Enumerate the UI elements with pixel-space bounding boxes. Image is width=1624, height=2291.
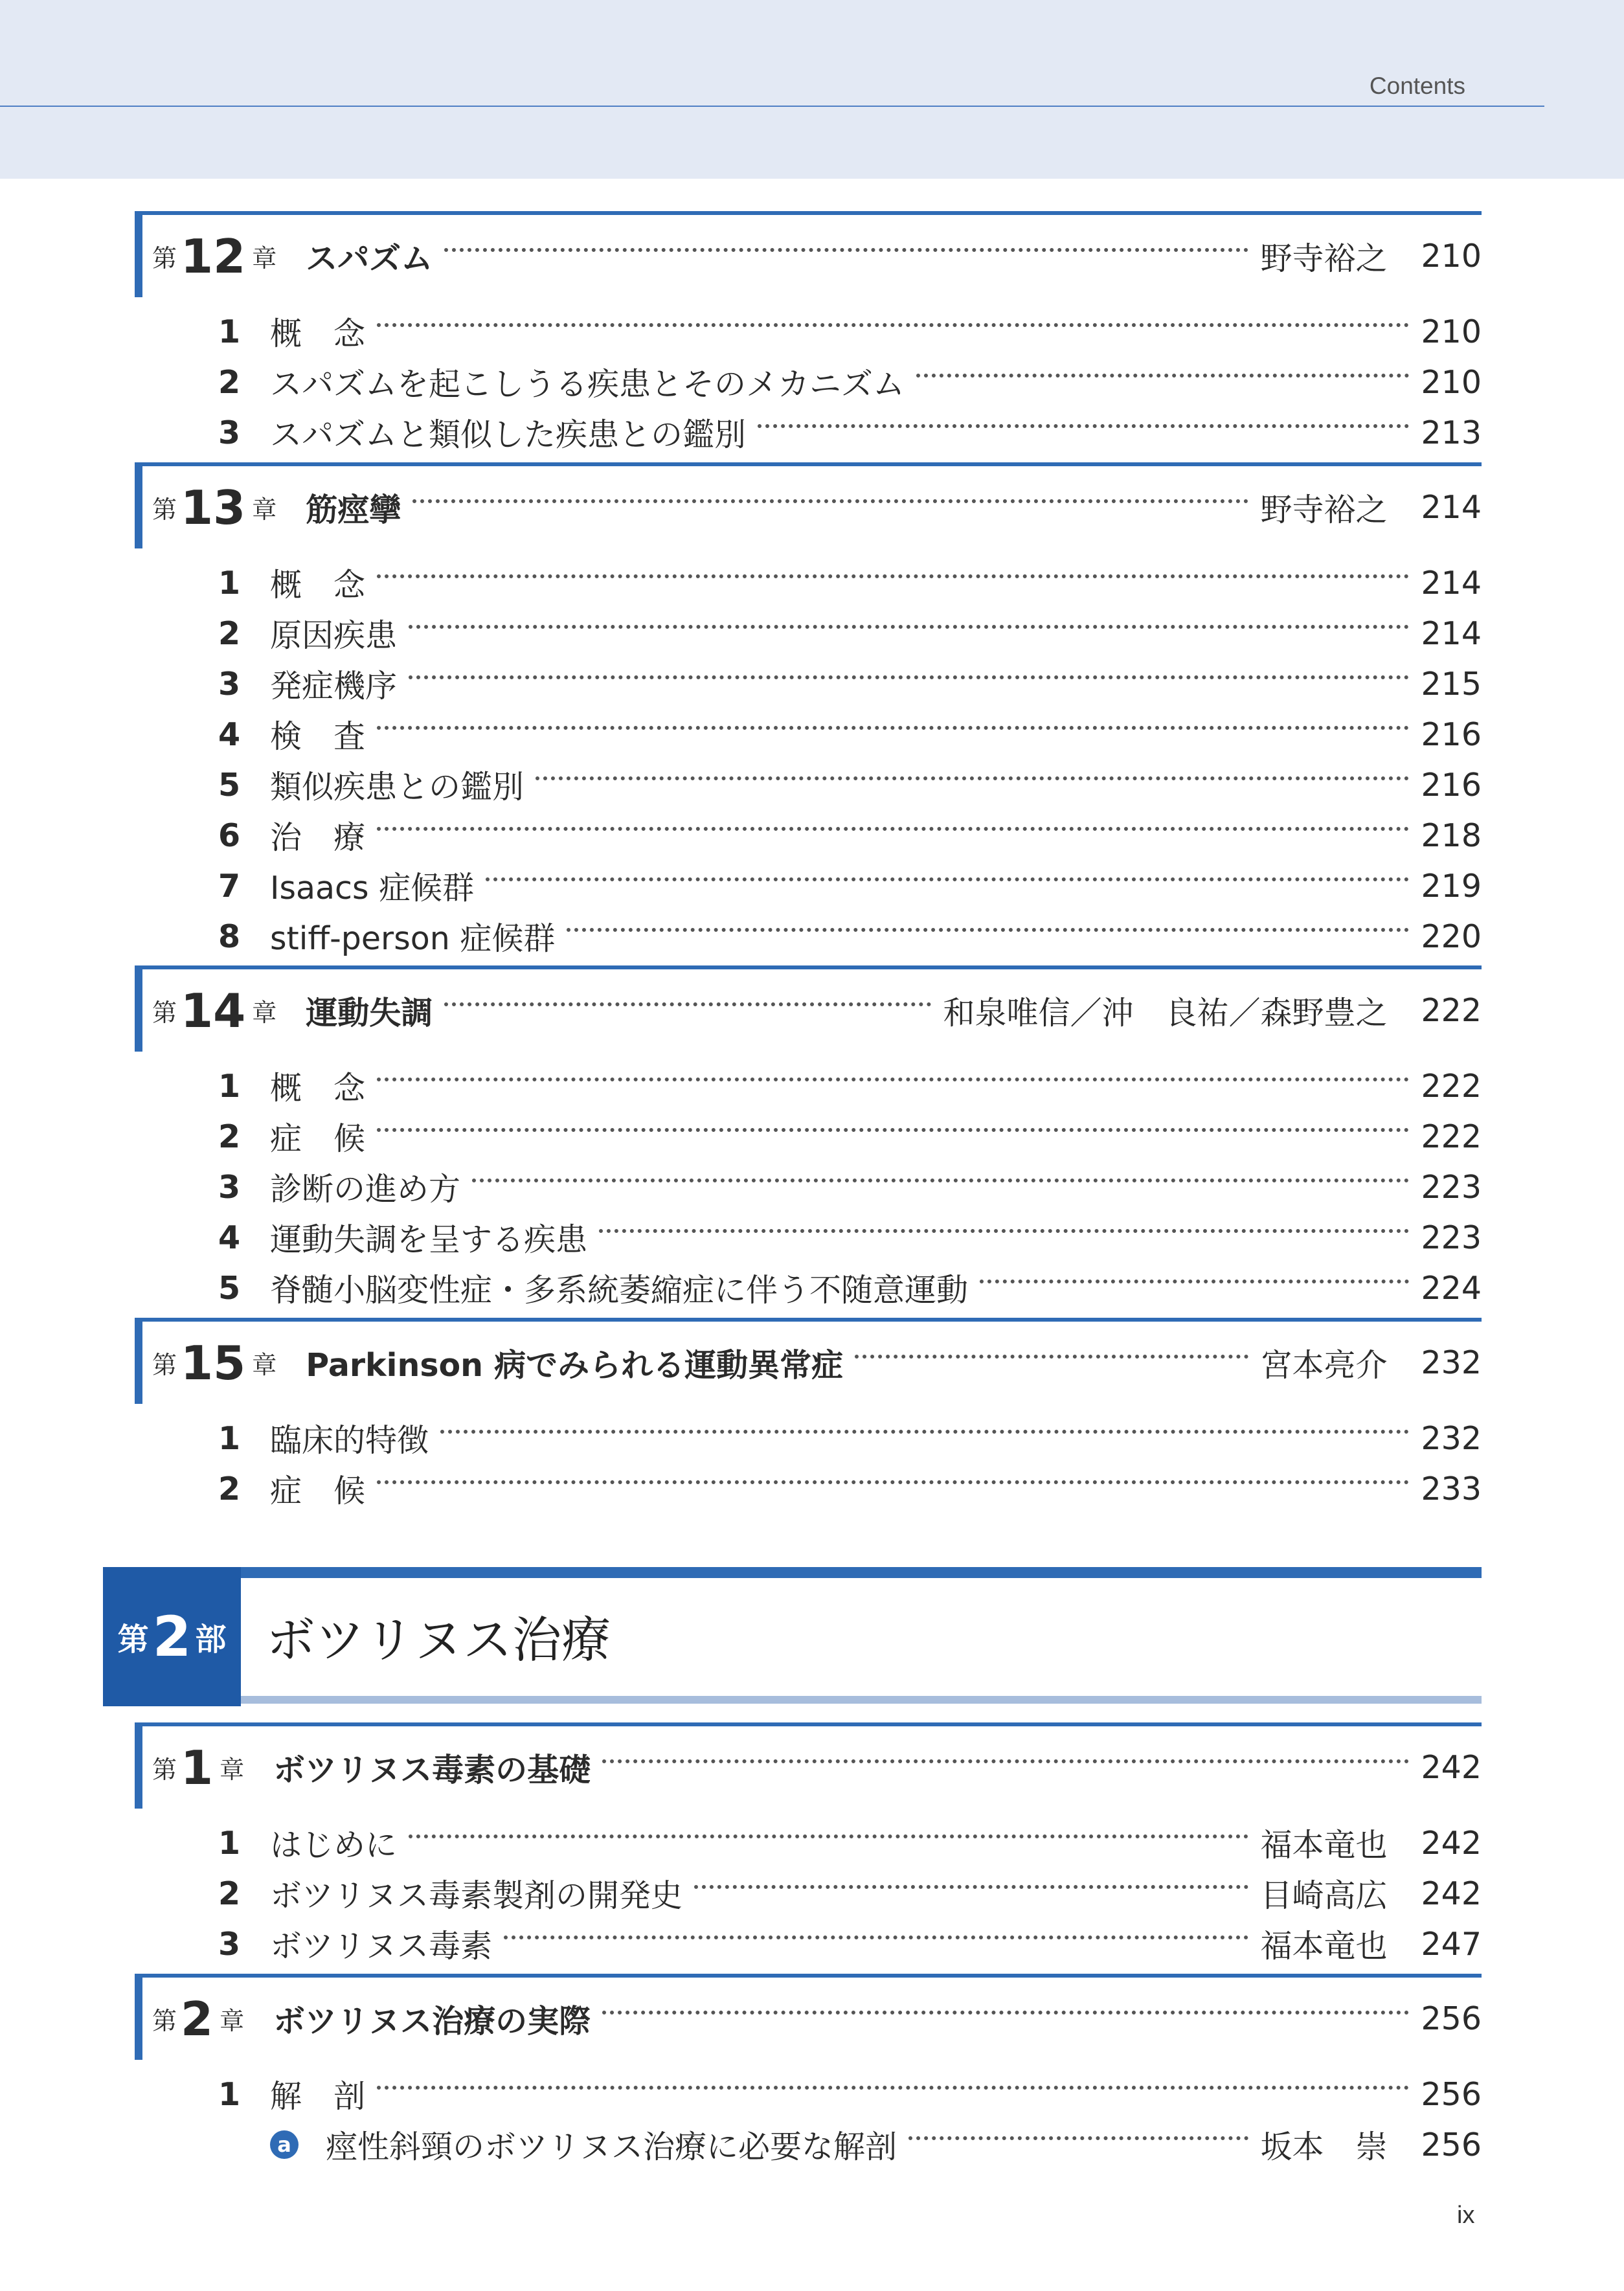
- running-header: Contents: [1369, 73, 1465, 99]
- dot-leader: [377, 827, 1409, 831]
- section-title: 脊髄小脳変性症・多系統萎縮症に伴う不随意運動: [270, 1272, 969, 1309]
- chapter-heading-13[interactable]: [135, 462, 1482, 548]
- chapter-title: 運動失調: [306, 994, 433, 1032]
- section-number: 4: [218, 716, 241, 753]
- section-page: 247: [1421, 1925, 1482, 1963]
- toc-section-row[interactable]: [218, 608, 1482, 659]
- section-title: 概 念: [270, 315, 366, 352]
- section-page: 223: [1421, 1219, 1482, 1256]
- section-title: 発症機序: [270, 668, 398, 705]
- chapter-prefix: 第: [152, 244, 177, 273]
- section-title: Isaacs 症候群: [270, 870, 475, 907]
- toc-section-row[interactable]: [218, 1919, 1482, 1969]
- section-number: 7: [218, 867, 241, 905]
- chapter-side-bar: [135, 1974, 142, 2060]
- toc-section-row[interactable]: [218, 1818, 1482, 1868]
- toc-section-row[interactable]: [218, 911, 1482, 962]
- toc-section-row[interactable]: [218, 558, 1482, 608]
- section-author: 福本竜也: [1260, 1928, 1388, 1965]
- toc-section-row[interactable]: [218, 357, 1482, 407]
- section-page: 219: [1421, 867, 1482, 905]
- dot-leader: [980, 1280, 1409, 1283]
- chapter-suffix: 章: [252, 244, 277, 273]
- part-top-rule: [103, 1567, 1482, 1578]
- dot-leader: [472, 1179, 1409, 1182]
- section-page: 213: [1421, 414, 1482, 451]
- toc-section-row[interactable]: [218, 659, 1482, 709]
- part-suffix: 部: [195, 1621, 227, 1658]
- toc-section-row[interactable]: [218, 1413, 1482, 1463]
- section-number: 6: [218, 817, 241, 854]
- subsection-author: 坂本 崇: [1260, 2128, 1388, 2165]
- toc-section-row[interactable]: [218, 1463, 1482, 1514]
- dot-leader: [409, 675, 1409, 679]
- toc-section-row[interactable]: [218, 1111, 1482, 1162]
- dot-leader: [444, 1002, 931, 1006]
- chapter-number: 15: [181, 1335, 246, 1390]
- section-title: ボツリヌス毒素製剤の開発史: [270, 1877, 683, 1914]
- section-page: 233: [1421, 1470, 1482, 1507]
- toc-section-row[interactable]: [218, 861, 1482, 911]
- section-number: 1: [218, 564, 241, 602]
- section-number: 4: [218, 1219, 241, 1256]
- toc-section-row[interactable]: [218, 1061, 1482, 1111]
- section-author: 福本竜也: [1260, 1827, 1388, 1864]
- section-page: 216: [1421, 716, 1482, 753]
- chapter-prefix: 第: [152, 1755, 177, 1784]
- section-number: 3: [218, 1925, 241, 1963]
- chapter-side-bar: [135, 462, 142, 548]
- dot-leader: [916, 374, 1409, 378]
- dot-leader: [908, 2136, 1248, 2140]
- chapter-prefix: 第: [152, 2007, 177, 2035]
- dot-leader: [758, 424, 1409, 428]
- toc-subsection-row[interactable]: [270, 2119, 1482, 2170]
- section-title: 類似疾患との鑑別: [270, 769, 524, 806]
- dot-leader: [377, 574, 1409, 578]
- section-page: 232: [1421, 1419, 1482, 1457]
- chapter-prefix: 第: [152, 495, 177, 524]
- part-label-box: [103, 1567, 241, 1706]
- section-title: 原因疾患: [270, 617, 398, 654]
- section-page: 256: [1421, 2075, 1482, 2113]
- chapter-number: 12: [181, 229, 246, 284]
- section-page: 223: [1421, 1168, 1482, 1206]
- chapter-author: 野寺裕之: [1260, 491, 1388, 528]
- section-page: 214: [1421, 564, 1482, 602]
- chapter-side-bar: [135, 1318, 142, 1404]
- section-number: 2: [218, 1875, 241, 1912]
- chapter-heading-p2-1[interactable]: [135, 1722, 1482, 1809]
- section-page: 214: [1421, 615, 1482, 652]
- chapter-page: 232: [1421, 1344, 1482, 1381]
- chapter-suffix: 章: [220, 1755, 245, 1784]
- dot-leader: [377, 726, 1409, 730]
- section-page: 210: [1421, 313, 1482, 350]
- section-number: 2: [218, 1470, 241, 1507]
- toc-section-row[interactable]: [218, 1868, 1482, 1919]
- dot-leader: [377, 1128, 1409, 1132]
- dot-leader: [377, 2086, 1409, 2090]
- chapter-heading-15[interactable]: [135, 1318, 1482, 1404]
- chapter-heading-14[interactable]: [135, 965, 1482, 1052]
- chapter-side-bar: [135, 1722, 142, 1809]
- section-page: 222: [1421, 1118, 1482, 1155]
- section-number: 8: [218, 918, 241, 955]
- chapter-page: 222: [1421, 992, 1482, 1029]
- chapter-title: ボツリヌス毒素の基礎: [273, 1751, 591, 1789]
- dot-leader: [377, 1078, 1409, 1081]
- section-number: 2: [218, 615, 241, 652]
- chapter-author: 和泉唯信／沖 良祐／森野豊之: [943, 994, 1388, 1032]
- toc-section-row[interactable]: [218, 760, 1482, 810]
- chapter-page: 256: [1421, 2000, 1482, 2037]
- dot-leader: [855, 1355, 1248, 1359]
- toc-section-row[interactable]: [218, 1263, 1482, 1313]
- section-number: 3: [218, 414, 241, 451]
- page-number: ix: [1457, 2202, 1475, 2229]
- section-page: 218: [1421, 817, 1482, 854]
- header-rule: [0, 106, 1544, 107]
- chapter-suffix: 章: [252, 1351, 277, 1379]
- subsection-page: 256: [1421, 2126, 1482, 2163]
- chapter-side-bar: [135, 965, 142, 1052]
- section-number: 1: [218, 1419, 241, 1457]
- chapter-side-bar: [135, 211, 142, 297]
- subsection-badge: a: [270, 2130, 299, 2159]
- dot-leader: [377, 1480, 1409, 1484]
- section-number: 1: [218, 313, 241, 350]
- chapter-author: 野寺裕之: [1260, 240, 1388, 277]
- dot-leader: [694, 1885, 1248, 1889]
- section-title: 検 査: [270, 718, 366, 755]
- dot-leader: [486, 877, 1409, 881]
- section-number: 2: [218, 1118, 241, 1155]
- part-title: ボツリヌス治療: [266, 1611, 611, 1669]
- chapter-title: Parkinson 病でみられる運動異常症: [306, 1346, 844, 1384]
- part-heading-2[interactable]: [103, 1567, 1482, 1706]
- section-number: 3: [218, 665, 241, 703]
- chapter-heading-p2-2[interactable]: [135, 1974, 1482, 2060]
- section-page: 215: [1421, 665, 1482, 703]
- chapter-suffix: 章: [220, 2007, 245, 2035]
- section-number: 1: [218, 1824, 241, 1862]
- dot-leader: [409, 1834, 1248, 1838]
- subsection-title: 痙性斜頸のボツリヌス治療に必要な解剖: [326, 2128, 897, 2165]
- section-title: スパズムを起こしうる疾患とそのメカニズム: [270, 366, 905, 403]
- dot-leader: [444, 248, 1248, 252]
- chapter-author: 宮本亮介: [1260, 1346, 1388, 1384]
- dot-leader: [440, 1430, 1409, 1434]
- section-title: 運動失調を呈する疾患: [270, 1221, 588, 1258]
- chapter-number: 2: [181, 1991, 214, 2046]
- section-title: 解 剖: [270, 2078, 366, 2115]
- section-title: 臨床的特徴: [270, 1422, 429, 1459]
- chapter-page: 242: [1421, 1749, 1482, 1786]
- part-number: 2: [152, 1604, 192, 1669]
- section-number: 1: [218, 1067, 241, 1105]
- dot-leader: [602, 2011, 1409, 2015]
- toc-section-row[interactable]: [218, 810, 1482, 861]
- section-title: 概 念: [270, 1070, 366, 1107]
- section-title: stiff-person 症候群: [270, 920, 556, 957]
- chapter-prefix: 第: [152, 1351, 177, 1379]
- chapter-page: 210: [1421, 238, 1482, 275]
- section-number: 5: [218, 1269, 241, 1307]
- section-title: 症 候: [270, 1120, 366, 1157]
- dot-leader: [377, 323, 1409, 327]
- dot-leader: [567, 928, 1409, 932]
- chapter-title: ボツリヌス治療の実際: [273, 2002, 591, 2040]
- dot-leader: [409, 625, 1409, 629]
- section-title: はじめに: [270, 1827, 398, 1864]
- section-page: 220: [1421, 918, 1482, 955]
- section-number: 2: [218, 363, 241, 401]
- section-title: 症 候: [270, 1473, 366, 1509]
- dot-leader: [412, 499, 1248, 503]
- toc-section-row[interactable]: [218, 306, 1482, 357]
- section-page: 242: [1421, 1824, 1482, 1862]
- section-page: 242: [1421, 1875, 1482, 1912]
- chapter-number: 14: [181, 983, 246, 1038]
- toc-section-row[interactable]: [218, 1162, 1482, 1212]
- toc-section-row[interactable]: [218, 1212, 1482, 1263]
- section-title: 診断の進め方: [270, 1171, 461, 1208]
- section-page: 222: [1421, 1067, 1482, 1105]
- chapter-title: 筋痙攣: [306, 491, 401, 528]
- section-number: 5: [218, 766, 241, 804]
- section-title: ボツリヌス毒素: [270, 1928, 493, 1965]
- section-number: 1: [218, 2075, 241, 2113]
- section-title: 概 念: [270, 567, 366, 604]
- dot-leader: [536, 776, 1409, 780]
- chapter-suffix: 章: [252, 495, 277, 524]
- section-title: スパズムと類似した疾患との鑑別: [270, 416, 747, 453]
- dot-leader: [504, 1936, 1248, 1939]
- toc-section-row[interactable]: [218, 709, 1482, 760]
- section-page: 224: [1421, 1269, 1482, 1307]
- toc-section-row[interactable]: [218, 2069, 1482, 2119]
- dot-leader: [602, 1759, 1409, 1763]
- section-page: 210: [1421, 363, 1482, 401]
- section-author: 目崎高広: [1260, 1877, 1388, 1914]
- part-bottom-rule: [241, 1696, 1482, 1704]
- chapter-number: 13: [181, 480, 246, 535]
- dot-leader: [599, 1229, 1409, 1233]
- chapter-suffix: 章: [252, 999, 277, 1027]
- part-prefix: 第: [117, 1621, 149, 1658]
- section-number: 3: [218, 1168, 241, 1206]
- chapter-page: 214: [1421, 489, 1482, 526]
- section-title: 治 療: [270, 819, 366, 856]
- chapter-heading-12[interactable]: [135, 211, 1482, 297]
- toc-section-row[interactable]: [218, 407, 1482, 458]
- section-page: 216: [1421, 766, 1482, 804]
- chapter-number: 1: [181, 1740, 214, 1795]
- chapter-title: スパズム: [306, 240, 433, 277]
- chapter-prefix: 第: [152, 999, 177, 1027]
